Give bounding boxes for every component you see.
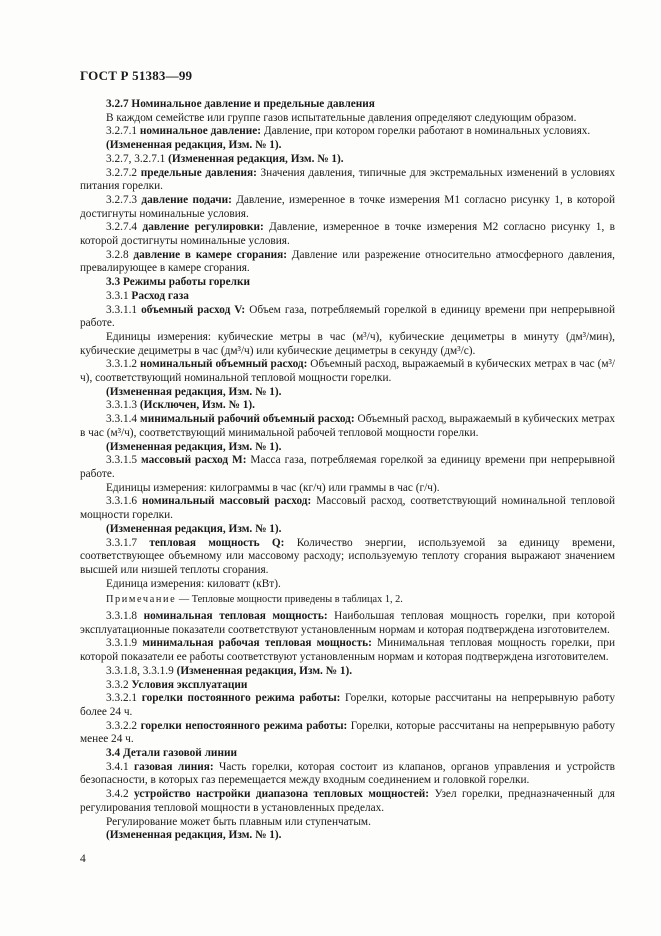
paragraph-text: Горелки, которые рассчитаны на непрерывную работу более 24 ч. <box>80 692 615 718</box>
clause-number: 3.2.7, 3.2.7.1 <box>106 152 169 165</box>
paragraph <box>80 637 615 664</box>
paragraph <box>80 523 615 537</box>
clause-number: 3.3.2.1 <box>106 692 142 705</box>
paragraph-text: Масса газа, потребляемая горелкой за единицу времени при непрерывной работе. <box>80 454 615 480</box>
term: минимальный рабочий объемный расход: <box>140 413 355 426</box>
document-body <box>80 98 615 843</box>
term: горелки непостоянного режима работы: <box>140 719 348 732</box>
term: газовая линия: <box>133 760 214 773</box>
paragraph-text: Объем газа, потребляемый горелкой в единицу времени при непрерывной работе. <box>80 303 615 330</box>
paragraph <box>80 290 615 304</box>
term: (Измененная редакция, Изм. № 1). <box>106 829 282 842</box>
term: тепловая мощность Q: <box>149 536 285 549</box>
paragraph <box>80 537 615 578</box>
term: устройство настройки диапазона тепловых мощностей: <box>134 788 430 801</box>
clause-number: 3.3.1 <box>106 289 132 302</box>
paragraph-text: Массовый расход, соответствующий номинальной тепловой мощности горелки. <box>80 495 616 522</box>
paragraph <box>80 153 615 167</box>
paragraph <box>80 495 615 522</box>
paragraph-text: Давление, при котором горелки работают в номинальных условиях. <box>261 125 591 138</box>
paragraph-text: Давление, измеренное в точке измерения M2 согласно рисунку 1, в которой достигнуты номинальные условия. <box>80 221 616 248</box>
paragraph-text: Объемный расход, выражаемый в кубических метрах в час (м³/ч), соответствующий номинальной тепловой мощности горелки. <box>80 358 616 385</box>
paragraph-text: Единица измерения: киловатт (кВт). <box>106 577 281 590</box>
term: (Исключен, Изм. № 1). <box>139 399 255 412</box>
term: Расход газа <box>131 289 189 302</box>
paragraph <box>80 139 615 153</box>
paragraph <box>80 249 615 276</box>
term: номинальное давление: <box>139 125 262 138</box>
paragraph <box>80 610 615 637</box>
clause-number: 3.2.7.3 <box>106 193 142 206</box>
clause-number: 3.3.1.5 <box>106 454 142 467</box>
term: (Измененная редакция, Изм. № 1). <box>106 522 282 535</box>
clause-number: 3.2.7.4 <box>106 221 143 234</box>
paragraph-text: Горелки, которые рассчитаны на непрерывную работу менее 24 ч. <box>80 719 615 746</box>
clause-number: 3.3.1.4 <box>106 413 140 426</box>
clause-number: 3.2.8 <box>106 248 134 261</box>
paragraph-text: Минимальная тепловая мощность горелки, при которой показатели ее работы соответствуют установленным нормам и которая подтверждена изготовителем. <box>80 637 616 664</box>
term: массовый расход M: <box>141 454 247 467</box>
document-header: ГОСТ Р 51383—99 <box>80 68 193 83</box>
paragraph-text: Часть горелки, которая состоит из клапанов, органов управления и устройств безопасности, в которых газ перемещается между входным соединением и головкой горелки. <box>80 760 615 787</box>
term: номинальный массовый расход: <box>141 495 312 508</box>
paragraph <box>80 98 615 112</box>
paragraph <box>80 221 615 248</box>
paragraph-text: Объемный расход, выражаемый в кубических метрах в час (м³/ч), соответствующий минимальной рабочей тепловой мощности горелки. <box>80 413 616 439</box>
paragraph-text: Наибольшая тепловая мощность горелки, при которой эксплуатационные показатели соответствуют установленным нормам и которая подтверждена изготовителем. <box>80 610 616 636</box>
clause-number: 3.4.2 <box>106 788 135 801</box>
paragraph <box>80 482 615 496</box>
term: номинальная тепловая мощность: <box>143 610 328 623</box>
term: 3.3 Режимы работы горелки <box>106 276 251 289</box>
paragraph <box>80 112 615 126</box>
paragraph <box>80 194 615 221</box>
clause-number: 3.3.1.9 <box>106 637 143 650</box>
term: (Измененная редакция, Изм. № 1). <box>106 440 282 453</box>
paragraph <box>80 358 615 385</box>
term: давление регулировки: <box>142 221 264 234</box>
term: давление в камере сгорания: <box>133 248 287 261</box>
clause-number: 3.2.7.1 <box>106 125 140 138</box>
paragraph <box>80 829 615 843</box>
paragraph <box>80 747 615 761</box>
term: горелки постоянного режима работы: <box>141 692 341 705</box>
paragraph-text: — Тепловые мощности приведены в таблицах 1, 2. <box>176 594 403 606</box>
paragraph <box>80 304 615 331</box>
paragraph-text: Значения давления, типичные для экстремальных изменений в условиях питания горелки. <box>80 166 616 193</box>
clause-number: 3.3.1.2 <box>106 358 140 371</box>
paragraph <box>80 761 615 788</box>
term: давление подачи: <box>141 193 232 206</box>
clause-number: 3.3.1.8, 3.3.1.9 <box>106 664 177 677</box>
clause-number: 3.4.1 <box>106 760 134 773</box>
paragraph-text: Давление или разрежение относительно атмосферного давления, превалирующее в камере сгорания. <box>80 248 615 275</box>
term: (Измененная редакция, Изм. № 1). <box>168 152 344 165</box>
clause-number: 3.3.2 <box>106 678 132 691</box>
clause-number: 3.3.1.1 <box>106 303 142 316</box>
paragraph-text: Узел горелки, предназначенный для регулирования тепловой мощности в установленных пределах. <box>80 788 615 814</box>
term: номинальный объемный расход: <box>140 358 308 371</box>
term: 3.2.7 Номинальное давление и предельные давления <box>106 98 375 110</box>
clause-number: 3.3.1.6 <box>106 495 142 508</box>
paragraph <box>80 399 615 413</box>
term: (Измененная редакция, Изм. № 1). <box>176 664 353 677</box>
paragraph-text: Количество энергии, используемой за единицу времени, соответствующее объемному или массовому расходу; используемую теплоту сгорания выражают значением высшей или низшей теплоты сгорания. <box>80 536 616 576</box>
term: объемный расход V: <box>141 303 246 316</box>
clause-number: 3.3.1.7 <box>106 536 150 549</box>
paragraph <box>80 692 615 719</box>
paragraph-text: Регулирование может быть плавным или ступенчатым. <box>106 815 371 828</box>
term: предельные давления: <box>140 166 257 179</box>
paragraph <box>80 413 615 440</box>
term: 3.4 Детали газовой линии <box>106 747 237 760</box>
paragraph <box>80 816 615 830</box>
paragraph <box>80 788 615 815</box>
paragraph <box>80 679 615 693</box>
note-paragraph <box>80 593 615 607</box>
paragraph <box>80 167 615 194</box>
paragraph <box>80 454 615 481</box>
clause-number: 3.3.1.3 <box>106 399 140 412</box>
paragraph-text: Единицы измерения: кубические метры в час (м³/ч), кубические дециметры в минуту (дм³/мин), кубические дециметры в час (дм³/ч) или кубические дециметры в секунду (дм³/с). <box>80 330 615 357</box>
clause-number: 3.2.7.2 <box>106 166 141 179</box>
paragraph <box>80 125 615 139</box>
paragraph <box>80 331 615 358</box>
term: Условия эксплуатации <box>131 678 248 691</box>
clause-number: 3.3.1.8 <box>106 610 144 623</box>
term: минимальная рабочая тепловая мощность: <box>142 637 372 650</box>
paragraph-text: Единицы измерения: килограммы в час (кг/ч) или граммы в час (г/ч). <box>106 481 440 494</box>
note-label: Примечание <box>106 594 177 606</box>
term: (Измененная редакция, Изм. № 1). <box>106 385 282 398</box>
paragraph <box>80 578 615 592</box>
paragraph-text: В каждом семействе или группе газов испытательные давления определяют следующим образом. <box>106 111 577 124</box>
paragraph <box>80 441 615 455</box>
page-number: 4 <box>80 853 86 865</box>
paragraph-text: Давление, измеренное в точке измерения M1 согласно рисунку 1, в которой достигнуты номинальные условия. <box>80 193 616 220</box>
paragraph <box>80 720 615 747</box>
paragraph <box>80 386 615 400</box>
clause-number: 3.3.2.2 <box>106 719 141 732</box>
paragraph <box>80 665 615 679</box>
term: (Измененная редакция, Изм. № 1). <box>106 139 282 152</box>
paragraph <box>80 276 615 290</box>
